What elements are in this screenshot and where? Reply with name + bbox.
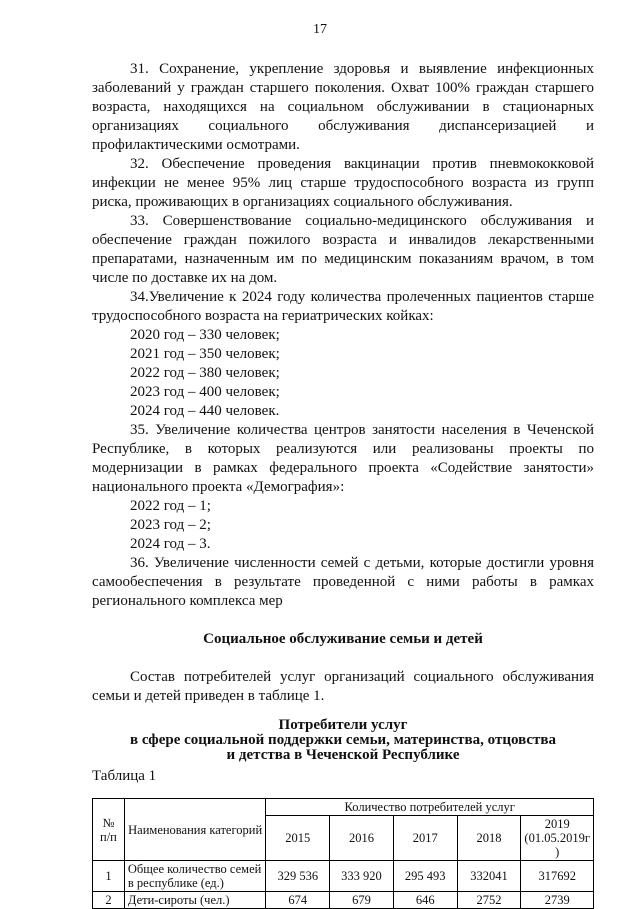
row-value: 646: [393, 892, 457, 909]
table-title-line: Потребители услуг: [278, 717, 408, 733]
year-line: 2022 год – 380 человек;: [130, 365, 280, 381]
year-line: 2024 год – 3.: [130, 536, 211, 552]
header-num: № п/п: [93, 799, 125, 861]
row-value: 329 536: [266, 861, 330, 892]
year-line: 2023 год – 400 человек;: [130, 384, 280, 400]
table-row: [93, 892, 594, 909]
consumers-table: [92, 798, 594, 909]
header-year: 2018: [457, 816, 521, 861]
table-header-row: [93, 799, 594, 816]
header-group: Количество потребителей услуг: [266, 799, 594, 816]
row-value: 2739: [521, 892, 594, 909]
header-year: 2016: [330, 816, 394, 861]
table-label: Таблица 1: [92, 768, 157, 784]
table-title-line: в сфере социальной поддержки семьи, материнства, отцовства: [130, 732, 556, 748]
year-line: 2021 год – 350 человек;: [130, 346, 280, 362]
row-value: 679: [330, 892, 394, 909]
row-value: 295 493: [393, 861, 457, 892]
row-value: 317692: [521, 861, 594, 892]
header-year: 2019 (01.05.2019г ): [521, 816, 594, 861]
row-value: 674: [266, 892, 330, 909]
section-heading: Социальное обслуживание семьи и детей: [203, 631, 483, 647]
row-value: 333 920: [330, 861, 394, 892]
intro-paragraph: Состав потребителей услуг организаций социального обслуживания семьи и детей приведен в таблице 1.: [92, 669, 594, 704]
year-line: 2022 год – 1;: [130, 498, 211, 514]
row-num: 2: [93, 892, 125, 909]
paragraph-35: 35. Увеличение количества центров занятости населения в Чеченской Республике, в которых реализуются или реализованы проекты по модернизации в рамках федерального проекта «Содействие занятости» национального проекта «Демография»:: [92, 422, 594, 495]
table-title-line: и детства в Чеченской Республике: [226, 747, 460, 763]
page-number: 17: [313, 22, 327, 37]
paragraph-31: 31. Сохранение, укрепление здоровья и выявление инфекционных заболеваний у граждан старшего поколения. Охват 100% граждан старшего возраста, находящихся на социальном обслуживании в стационарных организациях социального обслуживания диспансеризацией и профилактическими осмотрами.: [92, 61, 594, 153]
year-line: 2020 год – 330 человек;: [130, 327, 280, 343]
paragraph-34: 34.Увеличение к 2024 году количества пролеченных пациентов старше трудоспособного возраста на гериатрических койках:: [92, 289, 594, 324]
paragraph-33: 33. Совершенствование социально-медицинского обслуживания и обеспечение граждан пожилого возраста и инвалидов лекарственными препаратами, назначенным им по медицинским показаниям врачом, в том числе по доставке их на дом.: [92, 213, 594, 286]
table-title: [92, 718, 594, 763]
row-name: Общее количество семей в республике (ед.): [124, 861, 266, 892]
header-year: 2015: [266, 816, 330, 861]
row-name: Дети-сироты (чел.): [124, 892, 266, 909]
document-body: [92, 60, 594, 909]
row-value: 2752: [457, 892, 521, 909]
year-line: 2024 год – 440 человек.: [130, 403, 280, 419]
table-row: [93, 861, 594, 892]
row-num: 1: [93, 861, 125, 892]
paragraph-32: 32. Обеспечение проведения вакцинации против пневмококковой инфекции не менее 95% лиц старше трудоспособного возраста из групп риска, проживающих в организациях социального обслуживания.: [92, 156, 594, 210]
row-value: 332041: [457, 861, 521, 892]
year-line: 2023 год – 2;: [130, 517, 211, 533]
paragraph-36: 36. Увеличение численности семей с детьми, которые достигли уровня самообеспечения в результате проведенной с ними работы в рамках регионального комплекса мер: [92, 555, 594, 609]
header-year: 2017: [393, 816, 457, 861]
header-name: Наименования категорий: [124, 799, 266, 861]
